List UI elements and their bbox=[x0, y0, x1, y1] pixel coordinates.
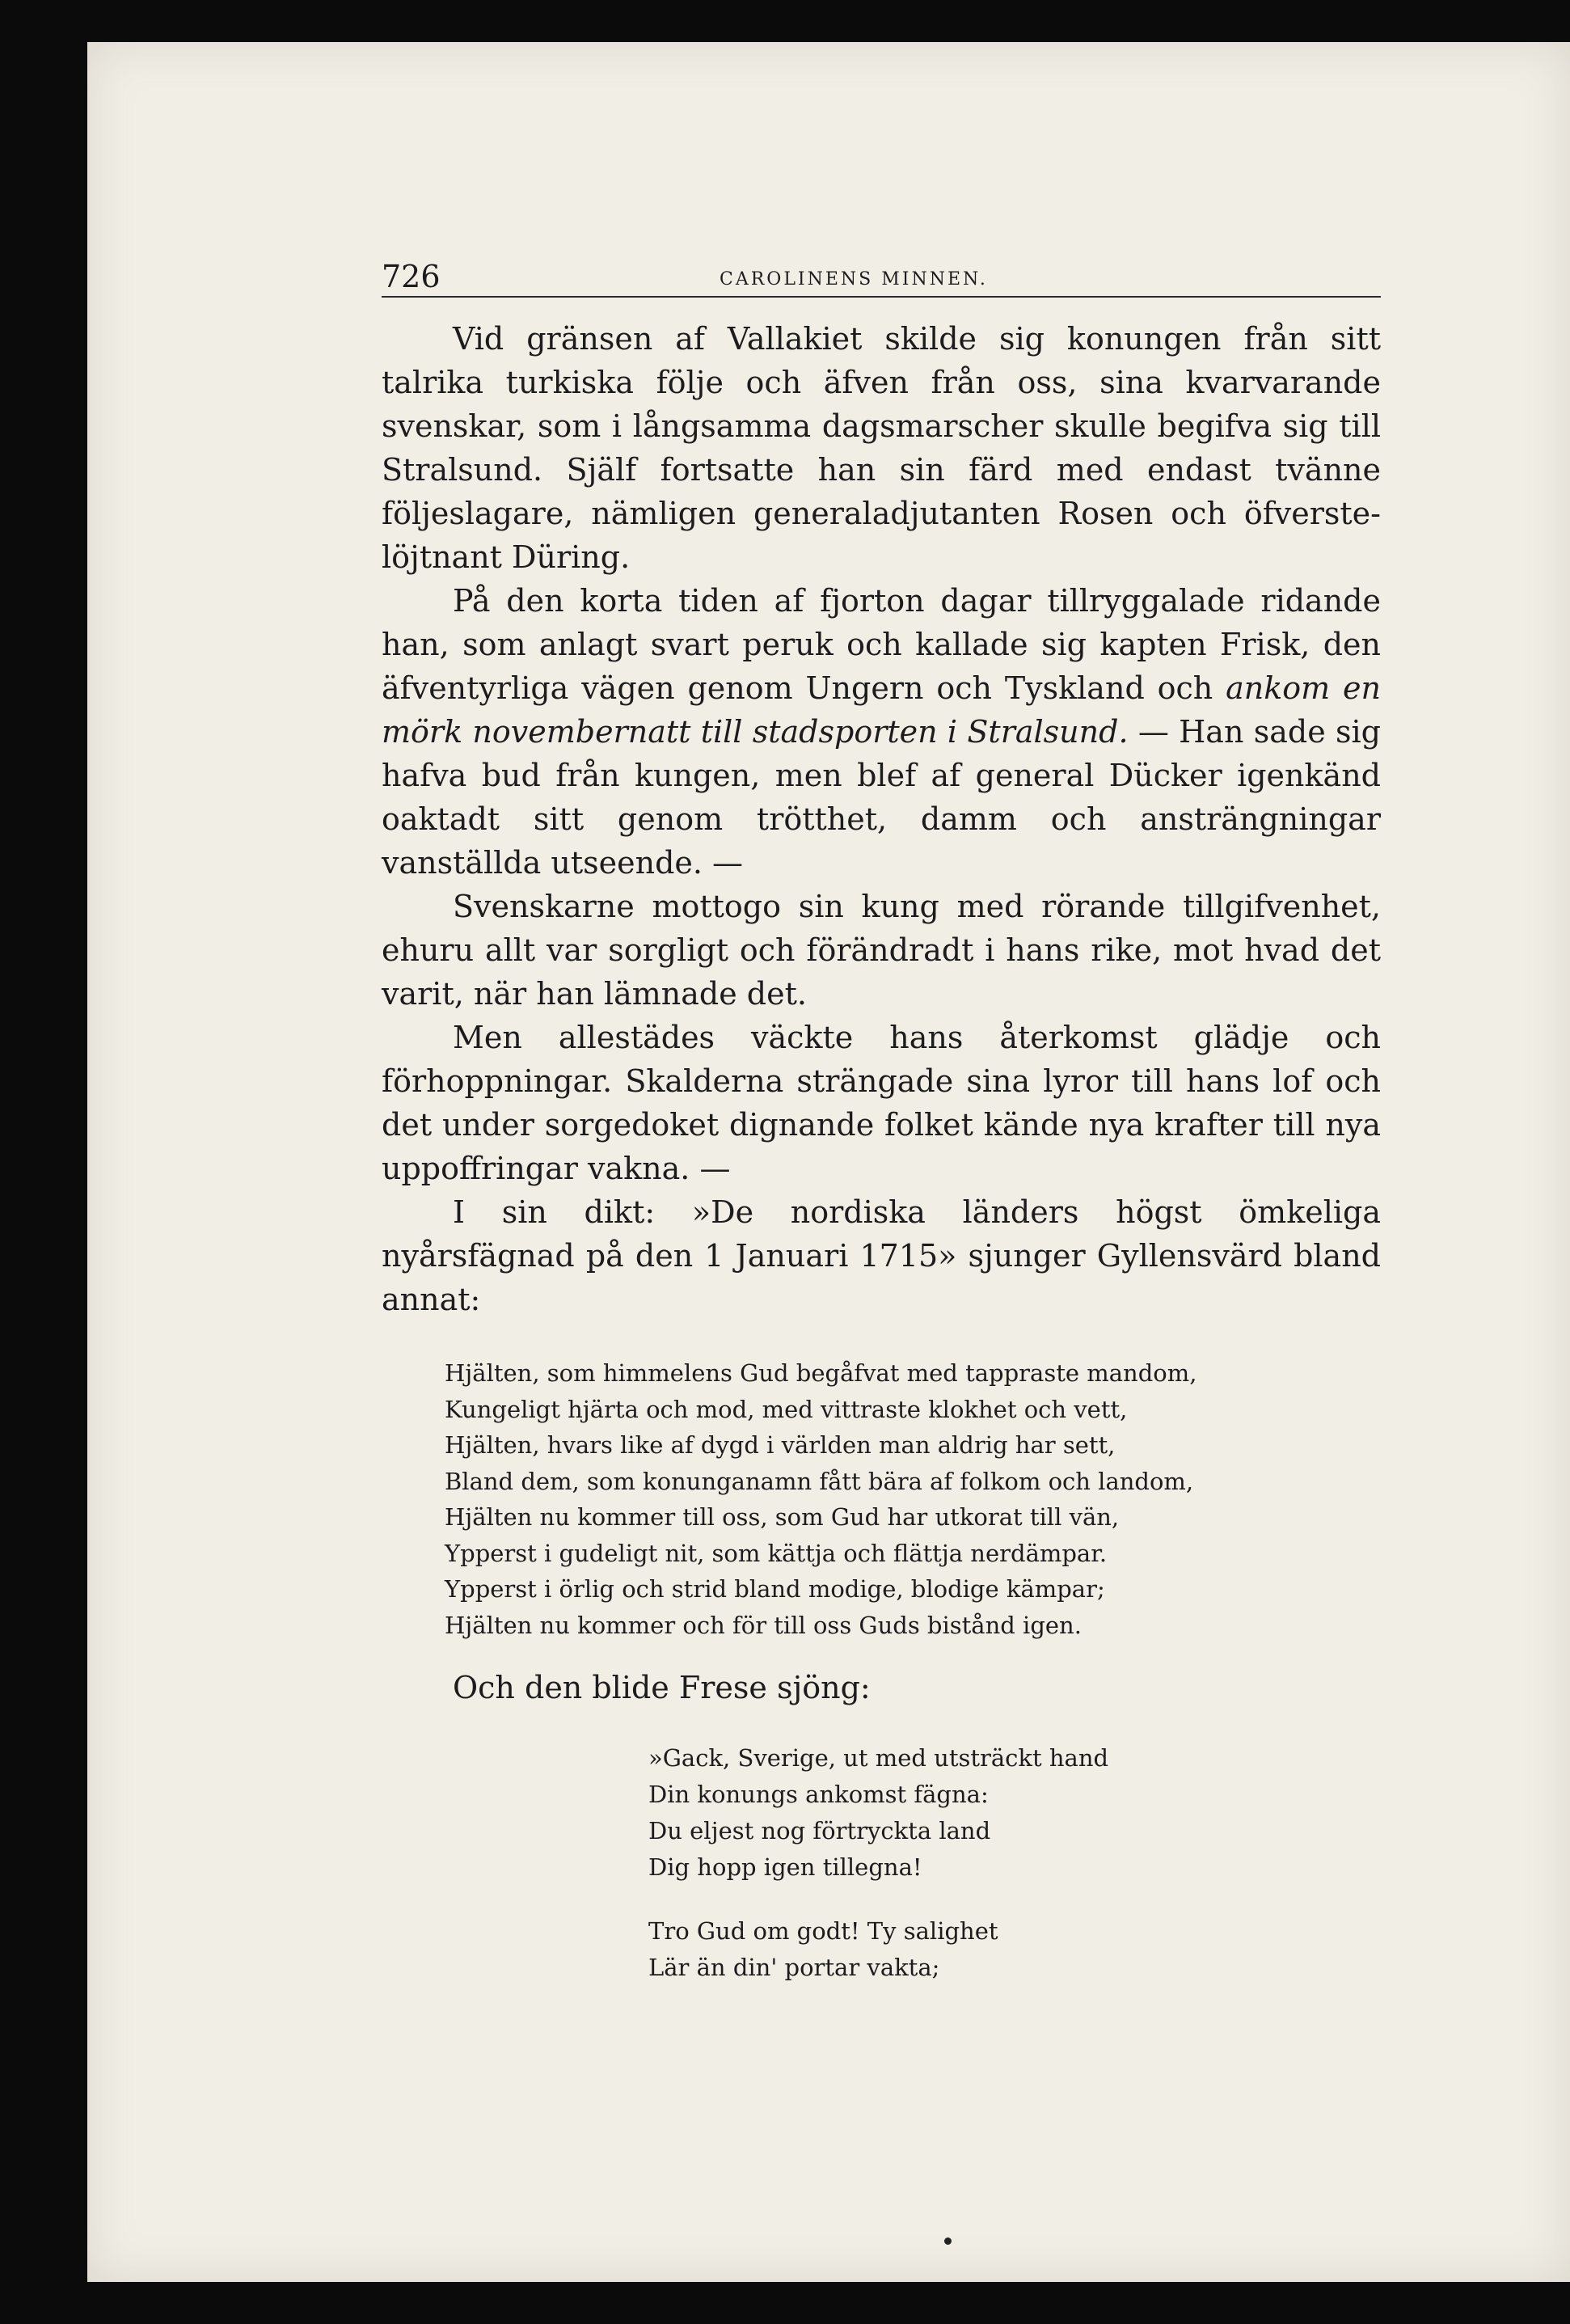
verse-line: Kungeligt hjärta och mod, med vittraste klokhet och vett, bbox=[445, 1395, 1128, 1423]
lead-line: Och den blide Frese sjöng: bbox=[453, 1670, 871, 1705]
verse-line: »Gack, Sverige, ut med utsträckt hand bbox=[648, 1744, 1109, 1772]
paragraph-4: Men allestädes väckte hans återkomst glädje och förhoppningar. Skalderna strängade sina lyror till hans lof och det under sorgedoket dignande folket kände nya krafter till nya uppoffringar vakna. — bbox=[382, 1020, 1381, 1186]
verse-line: Bland dem, som konunganamn fått bära af folkom och landom, bbox=[445, 1467, 1194, 1495]
verse-stanza-2 bbox=[648, 1913, 1381, 1986]
paragraph-3: Svenskarne mottogo sin kung med rörande tillgifvenhet, ehuru allt var sorgligt och förändradt i hans rike, mot hvad det varit, när han lämnade det. bbox=[382, 889, 1381, 1012]
verse-line: Din konungs ankomst fägna: bbox=[648, 1781, 989, 1808]
print-speck bbox=[944, 2237, 952, 2245]
verse-line: Tro Gud om godt! Ty salighet bbox=[648, 1917, 998, 1945]
paragraph-2-italic: ankom en mörk novembernatt till stadsporten i Stralsund. bbox=[382, 670, 1382, 750]
verse-line: Ypperst i örlig och strid bland modige, blodige kämpar; bbox=[445, 1575, 1105, 1603]
verse-line: Dig hopp igen tillegna! bbox=[648, 1853, 922, 1881]
page-number: 726 bbox=[382, 259, 441, 294]
page-header bbox=[382, 257, 1381, 298]
paragraph-5: I sin dikt: »De nordiska länders högst ömkeliga nyårsfägnad på den 1 Januari 1715» sjunger Gyllensvärd bland annat: bbox=[382, 1194, 1381, 1317]
verse-line: Du eljest nog förtryckta land bbox=[648, 1817, 991, 1844]
verse-gyllensvard bbox=[445, 1355, 1381, 1643]
verse-line: Ypperst i gudeligt nit, som kättja och flättja nerdämpar. bbox=[445, 1539, 1108, 1567]
verse-frese bbox=[648, 1740, 1381, 1986]
page-content bbox=[382, 257, 1381, 1986]
verse-line: Hjälten, hvars like af dygd i världen man aldrig har sett, bbox=[445, 1431, 1116, 1459]
verse-line: Hjälten nu kommer och för till oss Guds bistånd igen. bbox=[445, 1611, 1082, 1639]
verse-line: Lär än din' portar vakta; bbox=[648, 1954, 940, 1981]
body-text bbox=[382, 317, 1381, 1986]
paragraph-1: Vid gränsen af Vallakiet skilde sig konungen från sitt talrika turkiska följe och äfven från oss, sina kvarvarande svenskar, som i långsamma dagsmarscher skulle begifva sig till Stralsund. Själf fortsatte han sin färd med endast tvänne följeslagare, nämligen generaladjutanten Rosen och öfverste-löjtnant Düring. bbox=[382, 321, 1381, 575]
verse-line: Hjälten, som himmelens Gud begåfvat med tappraste mandom, bbox=[445, 1359, 1197, 1387]
paragraph-2 bbox=[382, 579, 1381, 885]
verse-stanza-1 bbox=[648, 1740, 1381, 1886]
verse-line: Hjälten nu kommer till oss, som Gud har utkorat till vän, bbox=[445, 1503, 1120, 1531]
paragraph-2-end: — Han sade sig hafva bud från kungen, men blef af general Dücker igenkänd oaktadt sitt genom trötthet, damm och ansträngningar vanställda utseende. — bbox=[382, 714, 1381, 881]
running-title: CAROLINENS MINNEN. bbox=[720, 269, 988, 289]
paragraph-2-start: På den korta tiden af fjorton dagar tillryggalade ridande han, som anlagt svart peruk och kallade sig kapten Frisk, den äfventyrliga vägen genom Ungern och Tyskland och bbox=[382, 583, 1381, 706]
